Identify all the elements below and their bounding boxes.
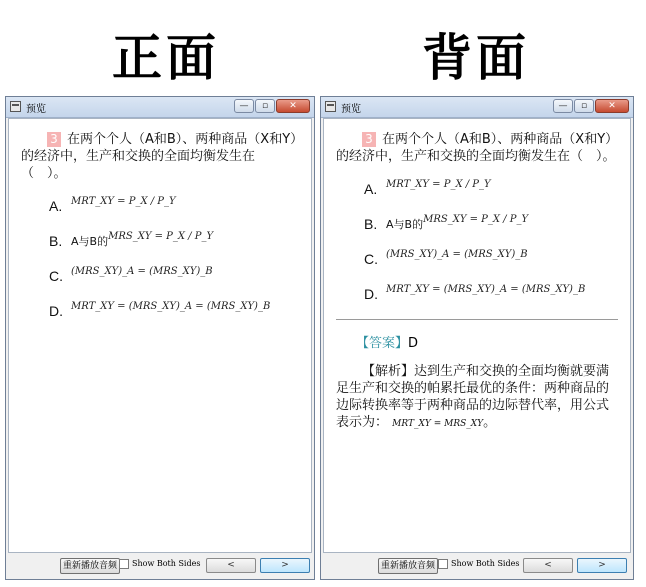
heading-back: 背面 <box>422 28 530 87</box>
option-letter: C. <box>49 268 63 284</box>
app-icon <box>325 101 336 112</box>
option-letter: B. <box>49 233 63 249</box>
analysis-formula: MRT_XY = MRS_XY <box>392 419 484 429</box>
analysis-text: 达到生产和交换的全面均衡就要满足生产和交换的帕累托最优的条件：两种商品的边际转换率等于两种商品的边际替代率，用公式表示为： <box>336 364 610 430</box>
option-d <box>49 299 311 334</box>
replay-audio-button[interactable]: 重新播放音频 <box>60 558 120 574</box>
option-b <box>364 212 630 247</box>
app-icon <box>10 101 21 112</box>
option-letter: A. <box>364 181 378 197</box>
question-text: 在两个个人（A和B）、两种商品（X和Y）的经济中，生产和交换的全面均衡发生在（ ）。 <box>21 132 297 181</box>
heading-front: 正面 <box>112 28 220 87</box>
preview-window-back <box>320 96 634 580</box>
option-formula: MRT_XY = P_X / P_Y <box>71 196 176 207</box>
question-text: 在两个个人（A和B）、两种商品（X和Y）的经济中，生产和交换的全面均衡发生在（ ）。 <box>336 132 616 164</box>
option-formula: (MRS_XY)_A = (MRS_XY)_B <box>71 266 213 277</box>
prev-button[interactable]: < <box>523 558 573 573</box>
option-formula: (MRS_XY)_A = (MRS_XY)_B <box>386 249 528 260</box>
option-b <box>49 229 311 264</box>
show-both-sides-checkbox[interactable] <box>119 559 129 569</box>
option-formula: MRT_XY = P_X / P_Y <box>386 179 491 190</box>
next-button[interactable]: > <box>260 558 310 573</box>
option-formula: MRS_XY = P_X / P_Y <box>108 231 214 242</box>
option-c <box>49 264 311 299</box>
option-a <box>49 194 311 229</box>
question-number-badge: 3 <box>47 132 61 147</box>
bottom-bar <box>321 553 633 579</box>
analysis-tag: 【解析】 <box>362 364 415 379</box>
window-title: 预览 <box>26 104 46 115</box>
option-prefix: A与B的 <box>71 235 109 248</box>
window-title: 预览 <box>341 104 361 115</box>
option-letter: B. <box>364 216 378 232</box>
option-letter: D. <box>364 286 378 302</box>
show-both-sides-label[interactable]: Show Both Sides <box>451 559 520 568</box>
card-content <box>323 118 631 553</box>
answer <box>356 332 618 351</box>
close-button[interactable]: ✕ <box>276 99 310 113</box>
maximize-button[interactable]: ▫ <box>255 99 275 113</box>
question <box>21 131 299 182</box>
titlebar[interactable] <box>321 97 633 118</box>
show-both-sides-label[interactable]: Show Both Sides <box>132 559 201 568</box>
close-button[interactable]: ✕ <box>595 99 629 113</box>
option-a <box>364 177 630 212</box>
option-letter: C. <box>364 251 378 267</box>
question-number-badge: 3 <box>362 132 376 147</box>
option-letter: A. <box>49 198 63 214</box>
show-both-sides-checkbox[interactable] <box>438 559 448 569</box>
minimize-button[interactable]: — <box>553 99 573 113</box>
minimize-button[interactable]: — <box>234 99 254 113</box>
divider <box>336 319 618 320</box>
analysis-end: 。 <box>483 415 497 430</box>
titlebar[interactable] <box>6 97 314 118</box>
answer-value: D <box>408 336 419 351</box>
bottom-bar <box>6 553 314 579</box>
preview-window-front <box>5 96 315 580</box>
options-list <box>49 194 311 334</box>
next-button[interactable]: > <box>577 558 627 573</box>
option-letter: D. <box>49 303 63 319</box>
prev-button[interactable]: < <box>206 558 256 573</box>
options-list <box>364 177 630 317</box>
question <box>336 131 618 165</box>
option-d <box>364 282 630 317</box>
option-formula: MRS_XY = P_X / P_Y <box>423 214 529 225</box>
option-prefix: A与B的 <box>386 218 424 231</box>
answer-tag: 【答案】 <box>356 336 409 351</box>
maximize-button[interactable]: ▫ <box>574 99 594 113</box>
replay-audio-button[interactable]: 重新播放音频 <box>378 558 438 574</box>
analysis <box>336 363 618 433</box>
card-content <box>8 118 312 553</box>
option-c <box>364 247 630 282</box>
option-formula: MRT_XY = (MRS_XY)_A = (MRS_XY)_B <box>71 301 271 312</box>
option-formula: MRT_XY = (MRS_XY)_A = (MRS_XY)_B <box>386 284 586 295</box>
